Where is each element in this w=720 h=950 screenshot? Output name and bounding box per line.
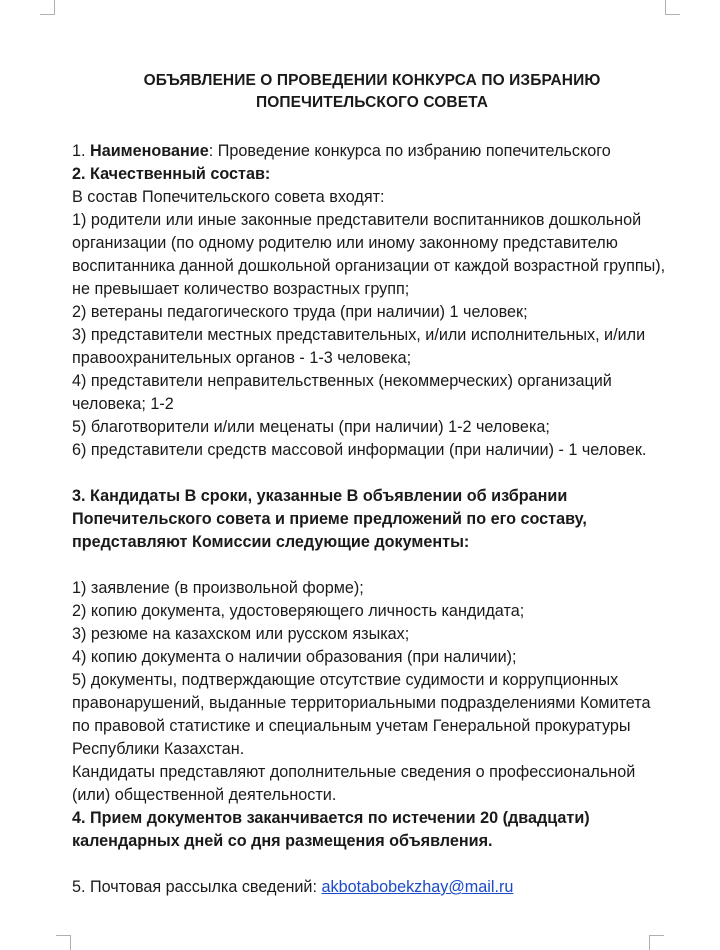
list-item: 5) благотворители и/или меценаты (при наличии) 1-2 человека; — [72, 418, 550, 436]
section-number: 1. — [72, 142, 90, 160]
list-item: 4) представители неправительственных (некоммерческих) организаций человека; 1-2 — [72, 372, 612, 413]
section-composition-heading: 2. Качественный состав: — [72, 165, 271, 183]
list-item: 5) документы, подтверждающие отсутствие судимости и коррупционных правонарушений, выданные территориальными подразделениями Комитета по правовой статистике и специальным учетам Генеральной прокуратуры Республики Казахстан. — [72, 671, 651, 758]
section-naming — [72, 140, 672, 163]
section-text: : Проведение конкурса по избранию попечительского — [208, 142, 611, 160]
spacer — [72, 554, 672, 577]
page-corner-mark — [40, 0, 55, 15]
list-item: 4) копию документа о наличии образования (при наличии); — [72, 648, 517, 666]
page-corner-mark — [649, 935, 664, 950]
composition-intro: В состав Попечительского совета входят: — [72, 188, 385, 206]
document-title — [72, 70, 672, 114]
list-item: 3) резюме на казахском или русском языках; — [72, 625, 410, 643]
document-body — [72, 70, 672, 899]
list-item: 1) родители или иные законные представители воспитанников дошкольной организации (по одному родителю или иному законному представителю воспитанника данной дошкольной организации от каждой возрастной группы), не превышает количество возрастных групп; — [72, 211, 666, 298]
list-item: 6) представители средств массовой информации (при наличии) - 1 человек. — [72, 441, 647, 459]
spacer — [72, 462, 672, 485]
mailing-label: 5. Почтовая рассылка сведений: — [72, 878, 322, 896]
list-item: 2) копию документа, удостоверяющего личность кандидата; — [72, 602, 525, 620]
list-item: 3) представители местных представительных, и/или исполнительных, и/или правоохранительных органов - 1-3 человека; — [72, 326, 646, 367]
title-line: ОБЪЯВЛЕНИЕ О ПРОВЕДЕНИИ КОНКУРСА ПО ИЗБРАНИЮ — [143, 72, 601, 89]
list-item: 1) заявление (в произвольной форме); — [72, 579, 364, 597]
spacer — [72, 853, 672, 876]
section-deadline: 4. Прием документов заканчивается по истечении 20 (двадцати) календарных дней со дня размещения объявления. — [72, 809, 590, 850]
page-corner-mark — [665, 0, 680, 15]
title-line: ПОПЕЧИТЕЛЬСКОГО СОВЕТА — [255, 94, 489, 111]
section-label: Наименование — [90, 142, 209, 160]
email-link[interactable]: akbotabobekzhay@mail.ru — [321, 878, 514, 896]
candidates-note: Кандидаты представляют дополнительные сведения о профессиональной (или) общественной деятельности. — [72, 763, 636, 804]
section-candidates-heading: 3. Кандидаты В сроки, указанные В объявлении об избрании Попечительского совета и приеме предложений по его составу, представляют Комиссии следующие документы: — [72, 487, 587, 551]
list-item: 2) ветераны педагогического труда (при наличии) 1 человек; — [72, 303, 528, 321]
section-mailing — [72, 876, 672, 899]
page-corner-mark — [56, 935, 71, 950]
